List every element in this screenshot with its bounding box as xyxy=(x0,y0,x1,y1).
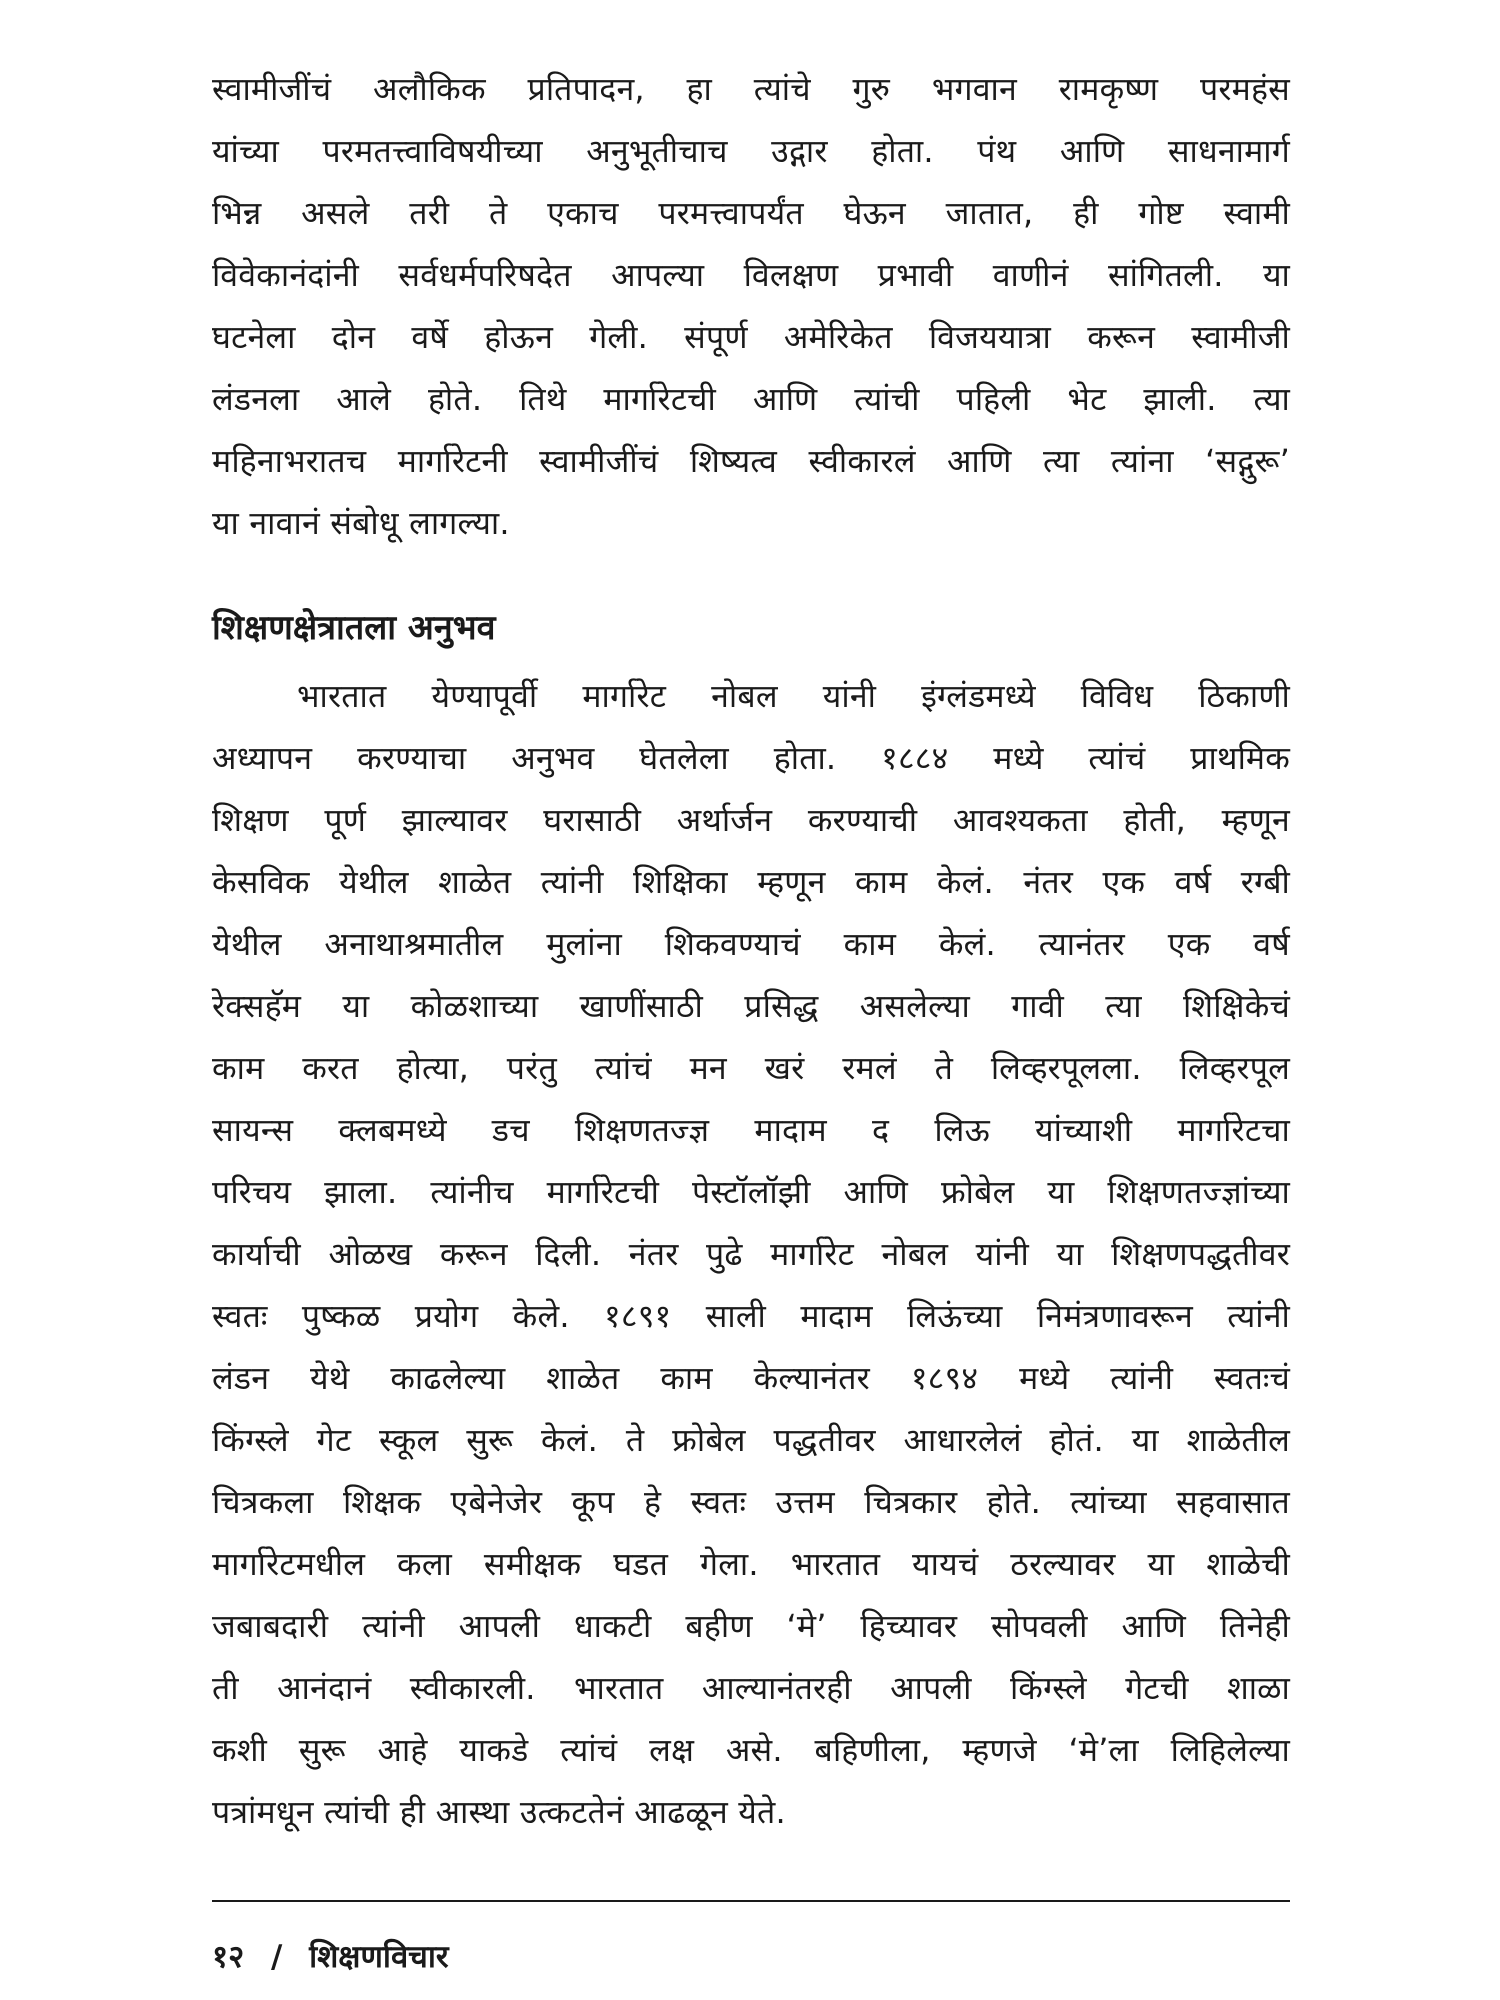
paragraph-line: भारतात येण्यापूर्वी मार्गारेट नोबल यांनी इंग्लंडमध्ये विविध ठिकाणी xyxy=(297,677,1290,715)
paragraph-2 xyxy=(212,665,1290,1843)
paragraph-line: शिक्षण पूर्ण झाल्यावर घरासाठी अर्थार्जन करण्याची आवश्यकता होती, म्हणून xyxy=(212,801,1290,839)
paragraph-line: सायन्स क्लबमध्ये डच शिक्षणतज्ज्ञ मादाम द लिऊ यांच्याशी मार्गारेटचा xyxy=(212,1111,1290,1149)
paragraph-line: ती आनंदानं स्वीकारली. भारतात आल्यानंतरही आपली किंग्स्ले गेटची शाळा xyxy=(212,1669,1290,1707)
paragraph-line: यांच्या परमतत्त्वाविषयीच्या अनुभूतीचाच उद्गार होता. पंथ आणि साधनामार्ग xyxy=(212,132,1290,170)
paragraph-line: स्वतः पुष्कळ प्रयोग केले. १८९१ साली मादाम लिऊंच्या निमंत्रणावरून त्यांनी xyxy=(212,1297,1290,1335)
paragraph-line: घटनेला दोन वर्षे होऊन गेली. संपूर्ण अमेरिकेत विजययात्रा करून स्वामीजी xyxy=(212,318,1290,356)
paragraph-line: कार्याची ओळख करून दिली. नंतर पुढे मार्गारेट नोबल यांनी या शिक्षणपद्धतीवर xyxy=(212,1235,1290,1273)
paragraph-line: महिनाभरातच मार्गारेटनी स्वामीजींचं शिष्यत्व स्वीकारलं आणि त्या त्यांना ‘सद्गुरू’ xyxy=(212,442,1290,480)
paragraph-line: चित्रकला शिक्षक एबेनेजेर कूप हे स्वतः उत्तम चित्रकार होते. त्यांच्या सहवासात xyxy=(212,1483,1290,1521)
paragraph-line: परिचय झाला. त्यांनीच मार्गारेटची पेस्टॉलॉझी आणि फ्रोबेल या शिक्षणतज्ज्ञांच्या xyxy=(212,1173,1290,1211)
paragraph-line: किंग्स्ले गेट स्कूल सुरू केलं. ते फ्रोबेल पद्धतीवर आधारलेलं होतं. या शाळेतील xyxy=(212,1421,1290,1459)
paragraph-line: या नावानं संबोधू लागल्या. xyxy=(212,504,510,542)
page-footer xyxy=(212,1935,449,1979)
paragraph-line: येथील अनाथाश्रमातील मुलांना शिकवण्याचं काम केलं. त्यानंतर एक वर्ष xyxy=(212,925,1290,963)
paragraph-line: काम करत होत्या, परंतु त्यांचं मन खरं रमलं ते लिव्हरपूलला. लिव्हरपूल xyxy=(212,1049,1290,1087)
book-title: शिक्षणविचार xyxy=(309,1939,449,1975)
paragraph-1 xyxy=(212,58,1290,554)
paragraph-line: कशी सुरू आहे याकडे त्यांचं लक्ष असे. बहिणीला, म्हणजे ‘मे’ला लिहिलेल्या xyxy=(212,1731,1290,1769)
paragraph-line: पत्रांमधून त्यांची ही आस्था उत्कटतेनं आढळून येते. xyxy=(212,1793,786,1831)
paragraph-line: स्वामीजींचं अलौकिक प्रतिपादन, हा त्यांचे गुरु भगवान रामकृष्ण परमहंस xyxy=(212,70,1290,108)
footer-separator: / xyxy=(271,1939,283,1975)
paragraph-line: लंडन येथे काढलेल्या शाळेत काम केल्यानंतर १८९४ मध्ये त्यांनी स्वतःचं xyxy=(212,1359,1290,1397)
section-heading: शिक्षणक्षेत्रातला अनुभव xyxy=(212,608,496,648)
paragraph-line: लंडनला आले होते. तिथे मार्गारेटची आणि त्यांची पहिली भेट झाली. त्या xyxy=(212,380,1290,418)
paragraph-line: रेक्सहॅम या कोळशाच्या खाणींसाठी प्रसिद्ध असलेल्या गावी त्या शिक्षिकेचं xyxy=(212,987,1290,1025)
page-number: १२ xyxy=(212,1939,245,1975)
paragraph-line: विवेकानंदांनी सर्वधर्मपरिषदेत आपल्या विलक्षण प्रभावी वाणीनं सांगितली. या xyxy=(212,256,1290,294)
paragraph-line: भिन्न असले तरी ते एकाच परमत्त्वापर्यंत घेऊन जातात, ही गोष्ट स्वामी xyxy=(212,194,1290,232)
paragraph-line: अध्यापन करण्याचा अनुभव घेतलेला होता. १८८४ मध्ये त्यांचं प्राथमिक xyxy=(212,739,1290,777)
paragraph-line: मार्गारेटमधील कला समीक्षक घडत गेला. भारतात यायचं ठरल्यावर या शाळेची xyxy=(212,1545,1290,1583)
paragraph-line: जबाबदारी त्यांनी आपली धाकटी बहीण ‘मे’ हिच्यावर सोपवली आणि तिनेही xyxy=(212,1607,1290,1645)
footer-divider xyxy=(212,1900,1290,1902)
paragraph-line: केसविक येथील शाळेत त्यांनी शिक्षिका म्हणून काम केलं. नंतर एक वर्ष रग्बी xyxy=(212,863,1290,901)
